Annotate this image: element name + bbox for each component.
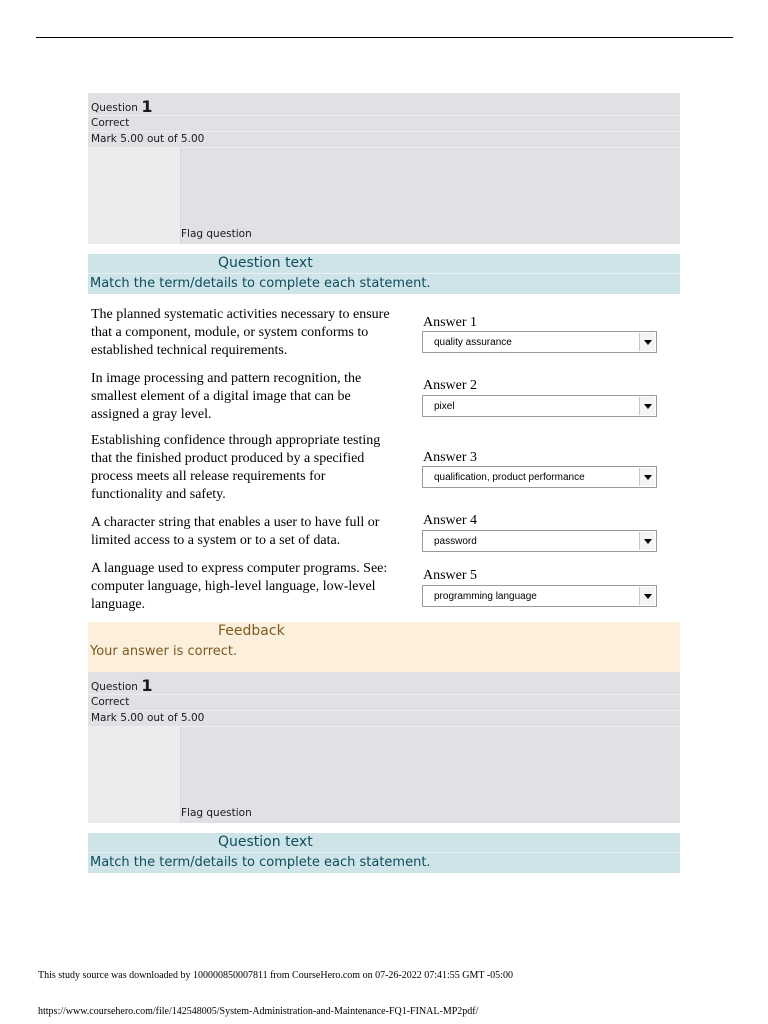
question-prompt-text: Match the term/details to complete each statement. [90,855,431,870]
answer-4-label: Answer 4 [423,513,478,528]
question-text-heading [88,833,680,853]
question-mark: Mark 5.00 out of 5.00 [88,711,680,727]
statement-line: language. [91,597,146,612]
question-state: Correct [88,695,680,711]
answer-5-label: Answer 5 [423,568,478,583]
question-text-heading [88,254,680,274]
statement-line: computer language, high-level language, low-level [91,579,376,594]
source-url[interactable]: https://www.coursehero.com/file/142548005/System-Administration-and-Maintenance-FQ1-FINAL-MP2pdf/ [38,1006,479,1017]
flag-question-link[interactable]: Flag question [181,807,252,819]
answer-5-select[interactable] [422,585,657,607]
statement-line: established technical requirements. [91,343,288,358]
feedback-text: Your answer is correct. [90,644,238,659]
question-state: Correct [88,116,680,132]
statement-line: that the finished product produced by a specified [91,451,365,466]
answer-2-value: pixel [434,401,455,412]
answer-1-label: Answer 1 [423,315,478,330]
flag-area [88,148,181,244]
chevron-down-icon[interactable] [639,532,655,550]
answer-4-value: password [434,536,477,547]
statement-line: assigned a gray level. [91,407,212,422]
statement-line: A language used to express computer programs. See: [91,561,388,576]
statement-line: smallest element of a digital image that can be [91,389,351,404]
statement-line: functionality and safety. [91,487,226,502]
question-prompt [88,274,680,294]
question-label: Question [91,681,138,693]
question-number: 1 [141,97,153,116]
statement-line: that a component, module, or system conforms to [91,325,369,340]
chevron-down-icon[interactable] [639,333,655,351]
question-number: 1 [141,676,153,695]
statement-5 [91,560,416,614]
answer-1-value: quality assurance [434,337,512,348]
statement-2 [91,370,416,424]
question-info-panel [88,93,680,244]
question-text-heading-label: Question text [218,255,313,271]
statement-3 [91,432,416,504]
question-prompt-text: Match the term/details to complete each statement. [90,276,431,291]
answer-5-value: programming language [434,591,537,602]
flag-question-link[interactable]: Flag question [181,228,252,240]
statement-4 [91,514,416,550]
download-note: This study source was downloaded by 100000850007811 from CourseHero.com on 07-26-2022 07:41:55 GMT -05:00 [38,970,513,981]
statement-line: The planned systematic activities necessary to ensure [91,307,390,322]
question-heading [88,93,680,116]
statement-line: limited access to a system or to a set of data. [91,533,341,548]
answer-3-select[interactable] [422,466,657,488]
feedback-panel [88,642,680,672]
feedback-heading-label: Feedback [218,623,285,639]
answer-4-select[interactable] [422,530,657,552]
statement-line: In image processing and pattern recognition, the [91,371,362,386]
statement-line: process meets all release requirements for [91,469,326,484]
question-mark: Mark 5.00 out of 5.00 [88,132,680,148]
question-info-panel [88,672,680,823]
question-text-heading-label: Question text [218,834,313,850]
feedback-heading [88,622,680,642]
statement-1 [91,306,416,360]
answer-2-select[interactable] [422,395,657,417]
chevron-down-icon[interactable] [639,397,655,415]
answer-2-label: Answer 2 [423,378,478,393]
chevron-down-icon[interactable] [639,468,655,486]
statement-line: A character string that enables a user to have full or [91,515,380,530]
answer-1-select[interactable] [422,331,657,353]
top-rule [36,37,733,38]
question-heading [88,672,680,695]
answer-3-value: qualification, product performance [434,472,585,483]
statement-line: Establishing confidence through appropriate testing [91,433,381,448]
question-prompt [88,853,680,873]
question-label: Question [91,102,138,114]
answer-3-label: Answer 3 [423,450,478,465]
flag-area [88,727,181,823]
chevron-down-icon[interactable] [639,587,655,605]
